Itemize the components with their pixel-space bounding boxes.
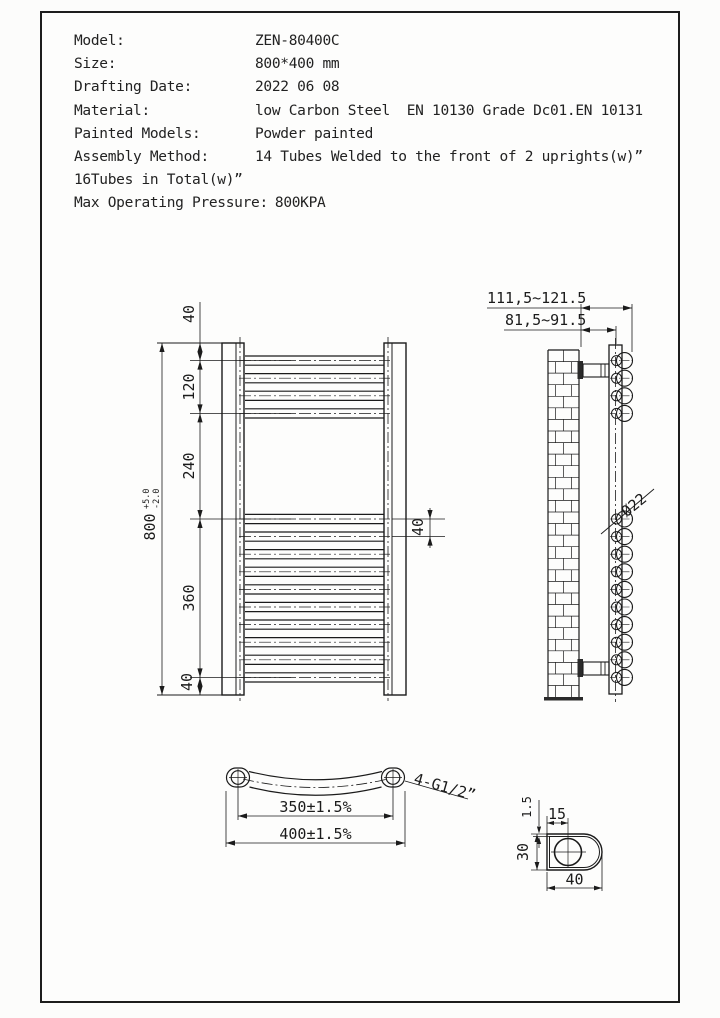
arrowhead (427, 510, 432, 519)
arrowhead (594, 886, 602, 891)
spec-label: Painted Models: (74, 125, 201, 142)
dim-centers-label: 350±1.5% (279, 798, 352, 816)
detail-view-upright-profile (514, 796, 602, 891)
spec-label: Size: (74, 56, 117, 73)
dim-800-tol-minus: -2.0 (152, 488, 162, 509)
spec-label: 16Tubes in Total(w)” (74, 172, 243, 189)
spec-label: Material: (74, 102, 150, 119)
arrowhead (623, 305, 632, 310)
spec-value: 14 Tubes Welded to the front of 2 uprights(w)” (255, 149, 643, 166)
spec-label: Assembly Method: (74, 149, 209, 166)
spec-value: Powder painted (255, 125, 374, 142)
spec-value: low Carbon Steel EN 10130 Grade Dc01.EN 10131 (255, 102, 643, 119)
spec-value: ZEN-80400C (255, 33, 340, 49)
side-view (487, 289, 654, 702)
spec-label: Max Operating Pressure: (74, 195, 268, 212)
bottom-bracket (578, 659, 610, 677)
spec-value: 2022 06 08 (255, 79, 340, 96)
dim-360-label: 360 (180, 584, 198, 612)
dim-40-bottom-label: 40 (178, 672, 196, 692)
arrowhead (159, 686, 164, 695)
arrowhead (547, 886, 555, 891)
dim-height-label: 30 (514, 842, 532, 862)
dim-pitch-label: 40 (409, 517, 427, 537)
wall-bottom-cap (544, 697, 583, 701)
dim-240-label: 240 (180, 452, 198, 480)
arrowhead (384, 813, 393, 818)
dim-40-top-label: 40 (180, 304, 198, 324)
arrowhead (427, 537, 432, 546)
dim-depth-min-label: 81,5~91.5 (505, 311, 587, 329)
dim-800-tol-plus: +5.0 (142, 488, 152, 509)
bracket-wall-plate (578, 659, 584, 677)
front-view (141, 302, 445, 701)
top-bracket (578, 361, 610, 379)
wall-brick-hatch (548, 350, 579, 697)
arrowhead (607, 327, 616, 332)
dim-wall-thickness-label: 1.5 (520, 796, 534, 818)
arrowhead (537, 827, 541, 834)
arrowhead (238, 813, 247, 818)
dim-120-label: 120 (180, 373, 198, 401)
spec-label: Drafting Date: (74, 79, 193, 96)
top-view (226, 768, 478, 847)
arrowhead (535, 862, 540, 870)
curved-tube-bottom-edge (250, 787, 382, 795)
spec-value: 800*400 mm (255, 56, 340, 73)
connection-crosshairs (229, 769, 402, 787)
dim-overall-width-label: 400±1.5% (279, 825, 352, 843)
dim-thread-label: 4-G1/2” (411, 769, 478, 805)
curved-tube-top-edge (249, 772, 382, 780)
arrowhead (396, 840, 405, 845)
arrowhead (159, 343, 164, 352)
arrowhead (226, 840, 235, 845)
dim-hole-offset-label: 15 (547, 805, 567, 823)
dim-tube-diameter-label: Ø22 (617, 489, 651, 521)
spec-value: 800KPA (274, 195, 326, 212)
dim-800-label: 800 (141, 513, 159, 541)
bracket-wall-plate (578, 361, 584, 379)
arrowhead (535, 834, 540, 842)
dim-depth-max-label: 111,5~121.5 (487, 289, 587, 307)
spec-label: Model: (74, 33, 125, 49)
dim-depth-label: 40 (565, 870, 584, 889)
